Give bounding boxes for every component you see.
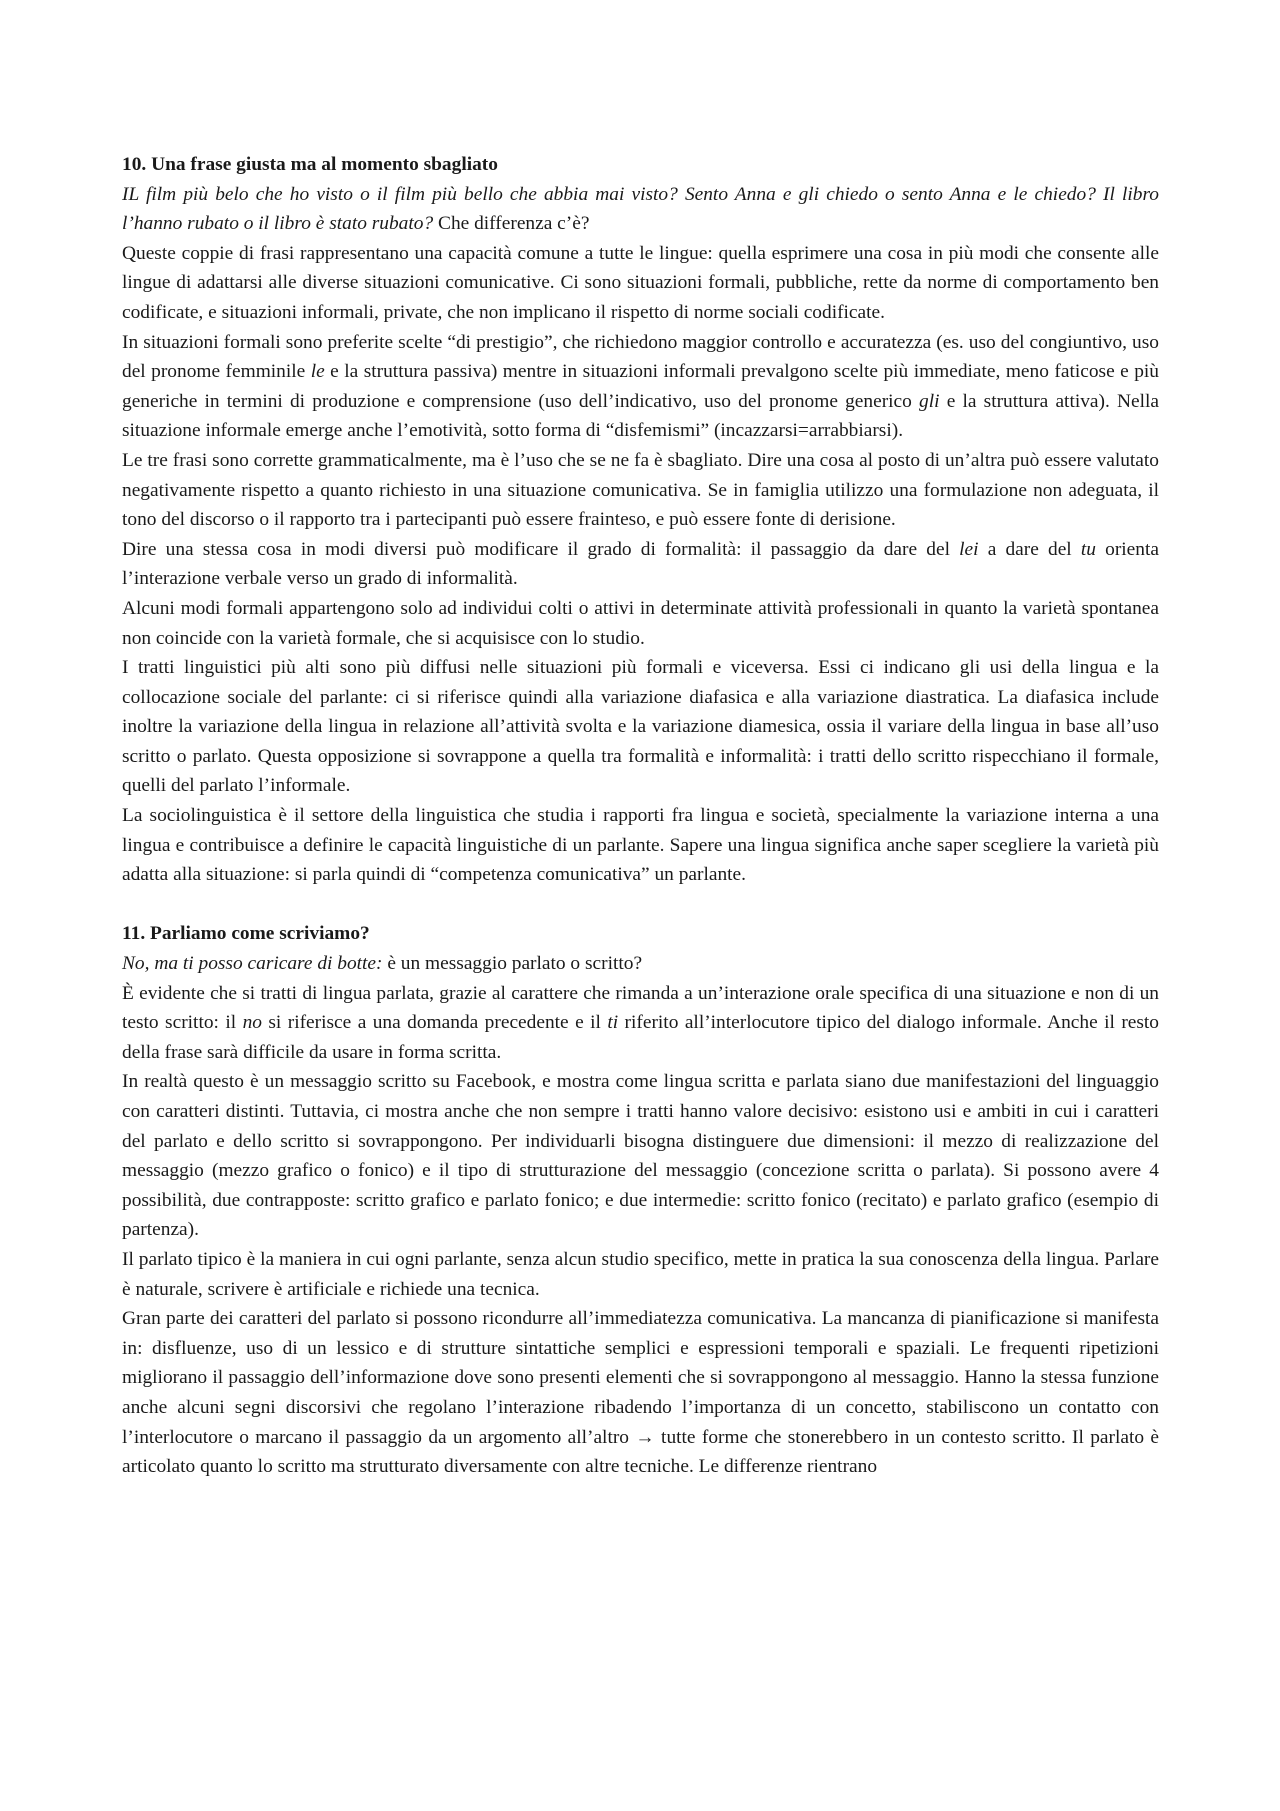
paragraph: [122, 653, 1159, 801]
paragraph: [122, 239, 1159, 328]
text-run: È evidente che si tratti di lingua parlata, grazie al carattere che rimanda a un’interazione orale specifica di una situazione e non di un testo scritto: il: [122, 982, 1159, 1034]
paragraph: [122, 1067, 1159, 1245]
section-10: [122, 150, 1159, 890]
section-gap: [122, 890, 1159, 920]
italic-text: le: [310, 361, 325, 383]
text-run: si riferisce a una domanda precedente e il: [261, 1012, 608, 1034]
italic-text: lei: [959, 538, 979, 560]
italic-text: No, ma ti posso caricare di botte:: [122, 953, 383, 975]
text-run: Queste coppie di frasi rappresentano una capacità comune a tutte le lingue: quella esprimere una cosa in più modi che consente alle lingue di adattarsi alle diverse situazioni comunicative. Ci sono situazioni formali, pubbliche, rette da norme di comportamento ben codificate, e situazioni informali, private, che non implicano il rispetto di norme sociali codificate.: [122, 242, 1159, 323]
paragraph: [122, 949, 1159, 979]
paragraph: [122, 1304, 1159, 1482]
section-heading: 11. Parliamo come scriviamo?: [122, 923, 370, 945]
text-run: Il parlato tipico è la maniera in cui ogni parlante, senza alcun studio specifico, mette in pratica la sua conoscenza della lingua. Parlare è naturale, scrivere è artificiale e richiede una tecnica.: [122, 1248, 1159, 1300]
text-run: Gran parte dei caratteri del parlato si possono ricondurre all’immediatezza comunicativa. La mancanza di pianificazione si manifesta in: disfluenze, uso di un lessico e di strutture sintattiche semplici e espressioni temporali e spaziali. Le frequenti ripetizioni migliorano il passaggio dell’informazione dove sono presenti elementi che si sovrappongono al messaggio. Hanno la stessa funzione anche alcuni segni discorsivi che regolano l’interazione ribadendo l’importanza di un concetto, stabiliscono un contatto con l’interlocutore o marcano il passaggio da un argomento all’altro → tutte forme che stonerebbero in un contesto scritto. Il parlato è articolato quanto lo scritto ma strutturato diversamente con altre tecniche. Le differenze rientrano: [122, 1308, 1159, 1478]
paragraph: [122, 594, 1159, 653]
text-run: orienta l’interazione verbale verso un grado di informalità.: [122, 538, 1159, 590]
italic-text: tu: [1080, 538, 1096, 560]
section-11: [122, 919, 1159, 1481]
text-run: è un messaggio parlato o scritto?: [382, 953, 643, 975]
italic-text: IL film più belo che ho visto o il film più bello che abbia mai visto? Sento Anna e gli chiedo o sento Anna e le chiedo? Il libro l’hanno rubato o il libro è stato rubato?: [122, 183, 1159, 235]
text-run: Che differenza c’è?: [433, 213, 590, 235]
paragraph: [122, 535, 1159, 594]
text-run: Le tre frasi sono corrette grammaticalmente, ma è l’uso che se ne fa è sbagliato. Dire una cosa al posto di un’altra può essere valutato negativamente rispetto a quanto richiesto in una situazione comunicativa. Se in famiglia utilizzo una formulazione non adeguata, il tono del discorso o il rapporto tra i partecipanti può essere frainteso, e può essere fonte di derisione.: [122, 449, 1159, 531]
text-run: In realtà questo è un messaggio scritto su Facebook, e mostra come lingua scritta e parlata siano due manifestazioni del linguaggio con caratteri distinti. Tuttavia, ci mostra anche che non sempre i tratti hanno valore decisivo: esistono usi e ambiti in cui i caratteri del parlato e dello scritto si sovrappongono. Per individuarli bisogna distinguere due dimensioni: il mezzo di realizzazione del messaggio (mezzo grafico o fonico) e il tipo di strutturazione del messaggio (concezione scritta o parlata). Si possono avere 4 possibilità, due contrapposte: scritto grafico e parlato fonico; e due intermedie: scritto fonico (recitato) e parlato grafico (esempio di partenza).: [122, 1071, 1159, 1241]
text-run: La sociolinguistica è il settore della linguistica che studia i rapporti fra lingua e società, specialmente la variazione interna a una lingua e contribuisce a definire le capacità linguistiche di un parlante. Sapere una lingua significa anche saper scegliere la varietà più adatta alla situazione: si parla quindi di “competenza comunicativa” un parlante.: [122, 805, 1159, 886]
text-run: riferito all’interlocutore tipico del dialogo informale. Anche il resto della frase sarà difficile da usare in forma scritta.: [122, 1012, 1160, 1063]
paragraph: [122, 446, 1159, 535]
paragraph: [122, 328, 1159, 446]
paragraph: [122, 979, 1159, 1068]
text-run: e la struttura passiva) mentre in situazioni informali prevalgono scelte più immediate, meno faticose e più generiche in termini di produzione e comprensione (uso dell’indicativo, uso del pronome generico: [122, 361, 1159, 412]
italic-text: gli: [919, 390, 940, 412]
text-run: Alcuni modi formali appartengono solo ad individui colti o attivi in determinate attività professionali in quanto la varietà spontanea non coincide con la varietà formale, che si acquisisce con lo studio.: [122, 597, 1159, 649]
paragraph: [122, 180, 1159, 239]
paragraph: [122, 1245, 1159, 1304]
document-body: [122, 150, 1159, 1482]
text-run: e la struttura attiva). Nella situazione informale emerge anche l’emotività, sotto forma di “disfemismi” (incazzarsi=arrabbiarsi).: [122, 390, 1159, 442]
italic-text: no: [242, 1012, 262, 1034]
italic-text: ti: [607, 1012, 619, 1034]
section-heading: 10. Una frase giusta ma al momento sbagliato: [122, 154, 498, 175]
text-run: a dare del: [978, 538, 1081, 560]
text-run: In situazioni formali sono preferite scelte “di prestigio”, che richiedono maggior controllo e accuratezza (es. uso del congiuntivo, uso del pronome femminile: [122, 331, 1159, 383]
text-run: Dire una stessa cosa in modi diversi può modificare il grado di formalità: il passaggio da dare del: [122, 538, 960, 560]
text-run: I tratti linguistici più alti sono più diffusi nelle situazioni più formali e viceversa. Essi ci indicano gli usi della lingua e la collocazione sociale del parlante: ci si riferisce quindi alla variazione diafasica e alla variazione diastratica. La diafasica include inoltre la variazione della lingua in relazione all’attività svolta e la variazione diamesica, ossia il variare della lingua in base all’uso scritto o parlato. Questa opposizione si sovrappone a quella tra formalità e informalità: i tratti dello scritto rispecchiano il formale, quelli del parlato l’informale.: [122, 657, 1159, 797]
paragraph: [122, 801, 1159, 890]
